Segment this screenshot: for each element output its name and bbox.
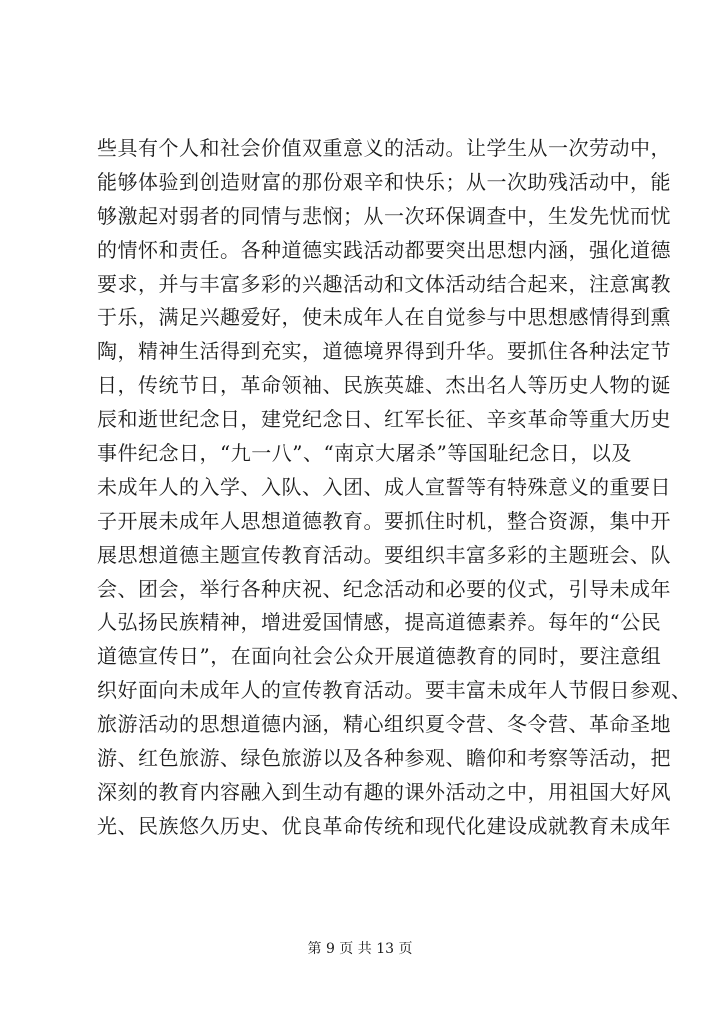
text-line: 未成年人的入学、入队、入团、成人宣誓等有特殊意义的重要日	[97, 474, 671, 499]
text-line: 的情怀和责任。各种道德实践活动都要突出思想内涵，强化道德	[97, 237, 671, 262]
text-line: 会、团会，举行各种庆祝、纪念活动和必要的仪式，引导未成年	[97, 576, 671, 601]
text-line: 旅游活动的思想道德内涵，精心组织夏令营、冬令营、革命圣地	[97, 712, 671, 737]
text-line: 道德宣传日”，在面向社会公众开展道德教育的同时，要注意组	[97, 644, 662, 669]
text-line: 够激起对弱者的同情与悲悯；从一次环保调查中，生发先忧而忧	[97, 203, 671, 228]
text-line: 游、红色旅游、绿色旅游以及各种参观、瞻仰和考察等活动，把	[97, 746, 671, 771]
text-line: 陶，精神生活得到充实，道德境界得到升华。要抓住各种法定节	[97, 339, 671, 364]
text-line: 辰和逝世纪念日，建党纪念日、红军长征、辛亥革命等重大历史	[97, 407, 671, 432]
text-line: 光、民族悠久历史、优良革命传统和现代化建设成就教育未成年	[97, 813, 671, 838]
text-line: 要求，并与丰富多彩的兴趣活动和文体活动结合起来，注意寓教	[97, 271, 671, 296]
text-line: 日，传统节日，革命领袖、民族英雄、杰出名人等历史人物的诞	[97, 373, 671, 398]
text-line: 些具有个人和社会价值双重意义的活动。让学生从一次劳动中，	[97, 136, 671, 160]
text-line: 能够体验到创造财富的那份艰辛和快乐；从一次助残活动中，能	[97, 169, 671, 194]
body-text	[97, 132, 692, 844]
text-line: 子开展未成年人思想道德教育。要抓住时机，整合资源，集中开	[97, 508, 671, 533]
page-footer: 第 9 页 共 13 页	[307, 941, 413, 957]
text-line: 于乐，满足兴趣爱好，使未成年人在自觉参与中思想感情得到熏	[97, 305, 671, 330]
text-line: 深刻的教育内容融入到生动有趣的课外活动之中，用祖国大好风	[97, 779, 671, 804]
text-line: 展思想道德主题宣传教育活动。要组织丰富多彩的主题班会、队	[97, 542, 671, 567]
text-line: 织好面向未成年人的宣传教育活动。要丰富未成年人节假日参观、	[97, 678, 692, 703]
text-line: 事件纪念日，“九一八”、“南京大屠杀”等国耻纪念日，以及	[97, 441, 632, 466]
text-line: 人弘扬民族精神，增进爱国情感，提高道德素养。每年的“公民	[97, 610, 662, 635]
